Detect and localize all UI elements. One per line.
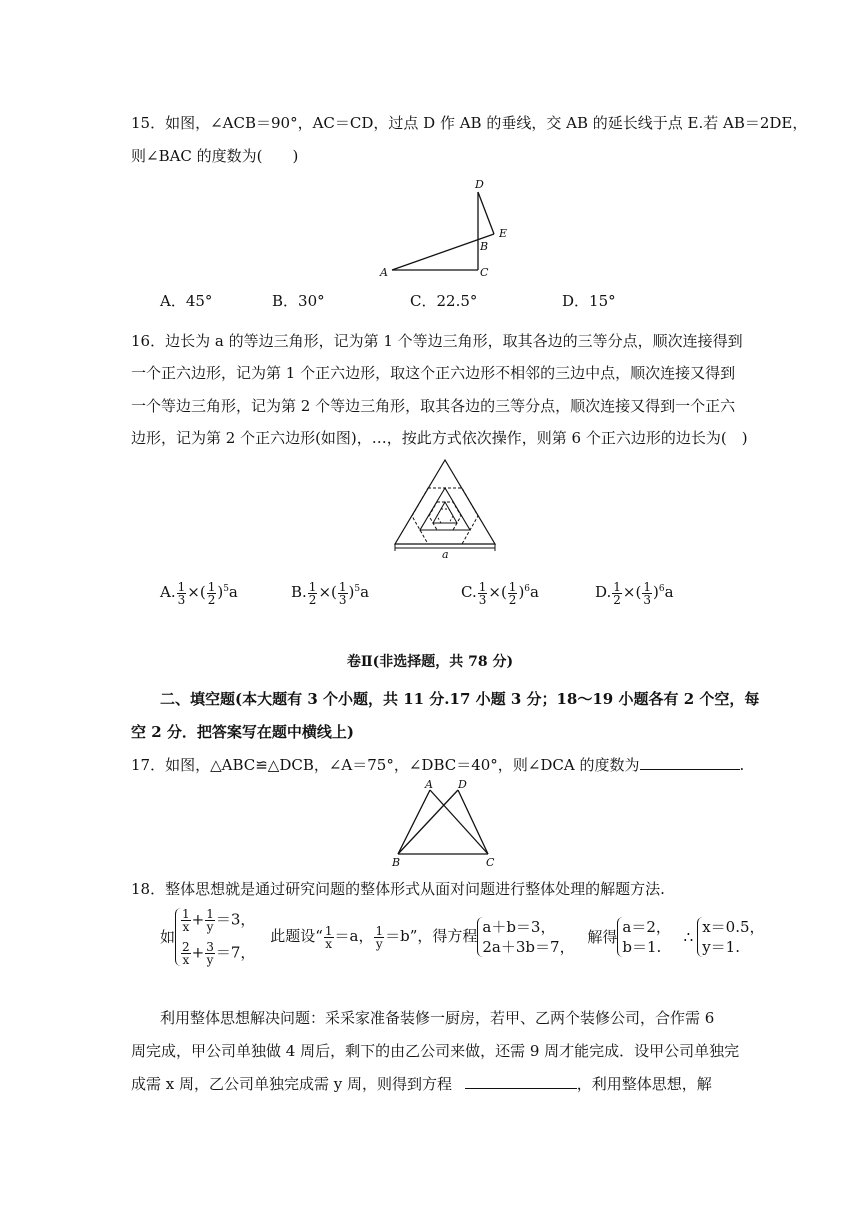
q16-line2: 一个正六边形，记为第 1 个正六边形，取这个正六边形不相邻的三边中点，顺次连接又得到 [131, 364, 736, 382]
fraction: $\frac{1}{2}$ [613, 579, 621, 607]
fraction: $\frac{1}{x}$ [182, 907, 190, 934]
q18-p2-line2: 周完成，甲公司单独做 4 周后，剩下的由乙公司来做，还需 9 周才能完成．设甲公司单独完 [131, 1042, 740, 1060]
q15-option-c: C．22.5° [410, 292, 478, 310]
q17-figure [388, 778, 500, 868]
q15-option-d: D．15° [562, 292, 616, 310]
q18-p2-text: 成需 x 周，乙公司单独完成需 y 周，则得到方程 [131, 1075, 453, 1093]
right-paren: ) [348, 583, 355, 601]
fraction: $\frac{1}{3}$ [338, 579, 347, 607]
right-paren: ) [518, 583, 525, 601]
variable: a [228, 583, 238, 601]
fraction: $\frac{1}{2}$ [207, 579, 216, 607]
q15-option-a: A．45° [160, 292, 213, 310]
left-paren: ( [500, 583, 507, 601]
option-letter: D. [595, 583, 612, 601]
q17-period: . [739, 756, 745, 774]
therefore-sign: ∴ [683, 928, 694, 946]
fraction: $\frac{2}{x}$ [182, 940, 190, 967]
fraction: $\frac{1}{2}$ [308, 579, 317, 607]
q18-line1: 18．整体思想就是通过研究问题的整体形式从面对问题进行整体处理的解题方法. [131, 880, 665, 898]
right-paren: ) [652, 583, 659, 601]
q18-let: 此题设“ $\frac{1}{x}$ ＝a， $\frac{1}{y}$ ＝b”，得方程 [270, 923, 478, 951]
q18-ab-system: a＋b＝3， 2a＋3b＝7， [477, 917, 574, 957]
fraction: $\frac{1}{y}$ [206, 907, 214, 934]
q16-option-a [160, 574, 238, 607]
q18-ru: 如 [160, 928, 176, 946]
q18-solve: 解得 [587, 928, 618, 946]
option-letter: C. [461, 583, 477, 601]
exponent: 5 [223, 584, 229, 594]
q16-line3: 一个等边三角形，记为第 2 个等边三角形，取其各边的三等分点，顺次连接又得到一个正六 [131, 397, 736, 415]
q16-line4: 边形，记为第 2 个正六边形(如图)，…，按此方式依次操作，则第 6 个正六边形的边长为( ) [131, 429, 748, 447]
variable: a [530, 583, 539, 601]
times-sign: × [187, 583, 200, 601]
variable: a [664, 583, 674, 601]
q15-label-b: B [480, 240, 489, 253]
section-title: 卷Ⅱ(非选择题，共 78 分) [346, 654, 514, 670]
times-sign: × [622, 583, 636, 601]
section-heading-line2: 空 2 分．把答案写在题中横线上) [131, 723, 354, 741]
option-letter: B. [291, 583, 307, 601]
q17-label-d: D [458, 778, 467, 791]
fraction: $\frac{1}{2}$ [508, 579, 517, 607]
q16-option-b [291, 574, 369, 607]
q15-option-b: B．30° [272, 292, 325, 310]
q16-figure [390, 458, 500, 558]
section-heading-line1: 二、填空题(本大题有 3 个小题，共 11 分.17 小题 3 分；18～19 小题各有 2 个空，每 [160, 690, 760, 708]
times-sign: × [488, 583, 501, 601]
fraction: $\frac{1}{x}$ [324, 923, 333, 951]
q15-label-e: E [499, 227, 508, 240]
fraction: $\frac{1}{3}$ [478, 579, 487, 607]
q18-xy-solution: x＝0.5， y＝1. [697, 917, 764, 957]
left-paren: ( [635, 583, 642, 601]
exponent: 6 [658, 584, 665, 594]
q15-figure [370, 172, 530, 280]
q16-option-c [461, 574, 539, 607]
q18-given-system: $\frac{1}{x}$ + $\frac{1}{y}$ ＝3， $\frac{2}{x}$ + $\frac{3}{y}$ ＝7， [175, 908, 255, 966]
times-sign: × [318, 583, 332, 601]
q17-label-c: C [486, 856, 495, 868]
variable: a [360, 583, 370, 601]
q15-label-a: A [380, 266, 388, 279]
fraction: $\frac{1}{3}$ [643, 579, 651, 607]
q16-option-d [595, 574, 674, 607]
q17-label-b: B [392, 856, 401, 868]
q17-answer-blank[interactable] [640, 755, 740, 770]
q18-ab-solution: a＝2， b＝1. [617, 917, 671, 957]
fraction: $\frac{1}{3}$ [177, 579, 186, 607]
q15-label-d: D [475, 178, 484, 191]
q18-answer-blank[interactable] [465, 1074, 577, 1089]
q17-line [131, 755, 744, 775]
option-letter: A. [160, 583, 176, 601]
q18-example [160, 908, 765, 966]
q18-p2-line3 [131, 1074, 712, 1094]
q15-line2: 则∠BAC 的度数为( ) [131, 147, 299, 165]
fraction: $\frac{3}{y}$ [206, 940, 214, 967]
fraction: $\frac{1}{y}$ [375, 923, 384, 951]
exponent: 5 [354, 584, 361, 594]
left-paren: ( [331, 583, 337, 601]
exponent: 6 [524, 584, 531, 594]
right-paren: ) [217, 583, 224, 601]
q15-label-c: C [480, 266, 489, 279]
q17-label-a: A [425, 778, 433, 791]
q18-p2-line1: 利用整体思想解决问题：采采家准备装修一厨房，若甲、乙两个装修公司，合作需 6 [160, 1009, 715, 1027]
left-paren: ( [199, 583, 206, 601]
q18-p2-tail: ，利用整体思想，解 [576, 1075, 712, 1093]
q15-line1: 15．如图，∠ACB＝90°，AC＝CD，过点 D 作 AB 的垂线，交 AB 的延长线于点 E.若 AB＝2DE， [131, 114, 808, 132]
q16-label-a: a [442, 548, 449, 558]
q17-text: 17．如图，△ABC≌△DCB，∠A＝75°，∠DBC＝40°，则∠DCA 的度数为 [131, 756, 640, 774]
q16-line1: 16．边长为 a 的等边三角形，记为第 1 个等边三角形，取其各边的三等分点，顺次连接得到 [131, 332, 743, 350]
